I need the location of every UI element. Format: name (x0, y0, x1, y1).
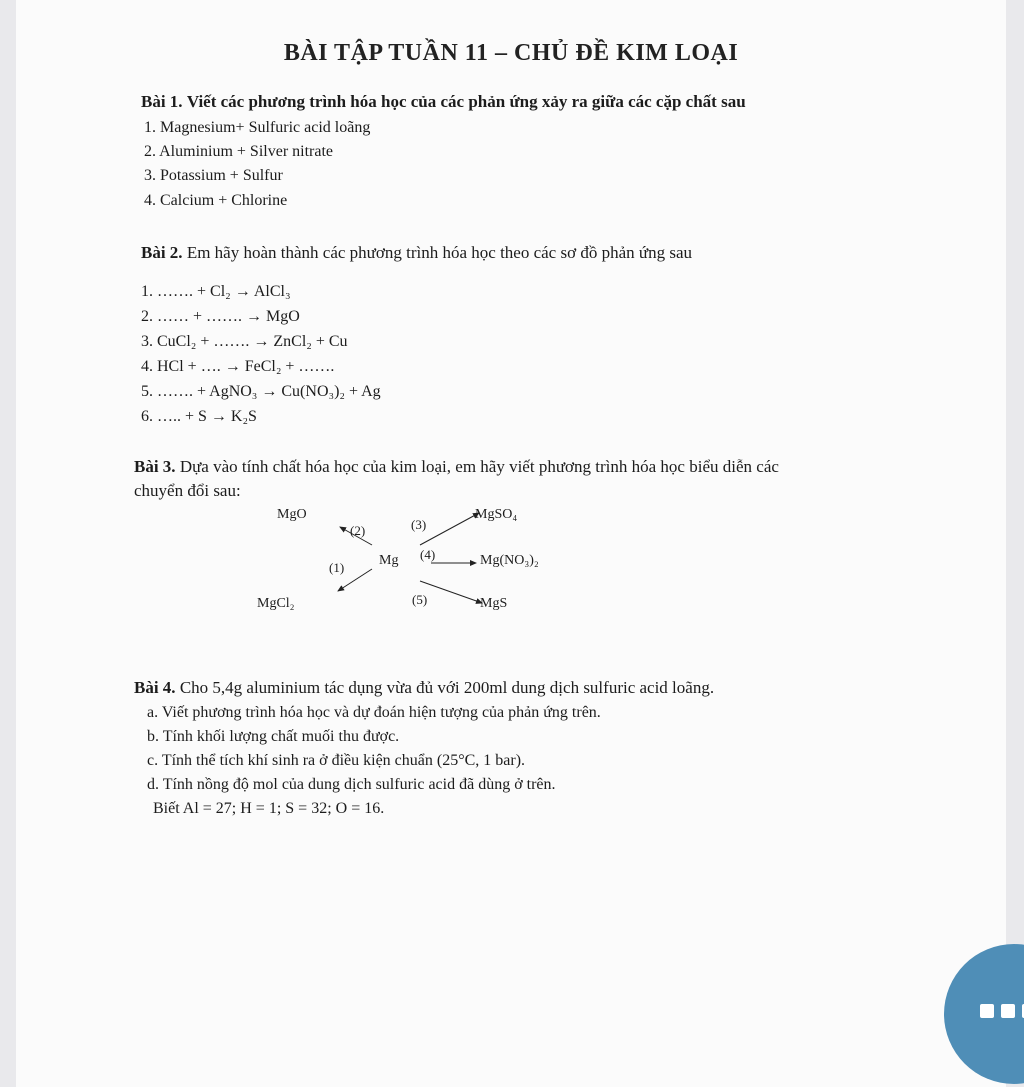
arrow-mg-to-mgs (420, 581, 482, 603)
more-dots-icon (980, 1004, 1024, 1018)
exercise-1-item: 2. Aluminium + Silver nitrate (144, 143, 334, 160)
diagram-step-4: (4) (420, 547, 436, 562)
exercise-3-label: Bài 3. (134, 457, 176, 476)
exercise-4-item: b. Tính khối lượng chất muối thu được. (147, 728, 400, 745)
exercise-2-item: 4. HCl + …. → FeCl₂ + ……. (141, 358, 335, 375)
exercise-2-prompt: Em hãy hoàn thành các phương trình hóa học theo các sơ đồ phản ứng sau (186, 243, 692, 262)
exercise-3-heading (134, 457, 779, 477)
exercise-4-note: Biết Al = 27; H = 1; S = 32; O = 16. (153, 800, 385, 817)
diagram-node-mg: Mg (379, 553, 399, 568)
exercise-4-heading (134, 678, 714, 698)
exercise-3-prompt-cont: chuyển đổi sau: (134, 481, 241, 500)
diagram-step-1: (1) (329, 560, 345, 575)
diagram-node-mgs: MgS (480, 596, 508, 611)
exercise-2-item: 5. ……. + AgNO₃ → Cu(NO₃)₂ + Ag (141, 383, 381, 400)
exercise-2-label: Bài 2. (141, 243, 183, 262)
exercise-2-item: 3. CuCl₂ + ……. → ZnCl₂ + Cu (141, 333, 348, 350)
exercise-4-label: Bài 4. (134, 678, 176, 697)
document-page (16, 0, 1006, 1087)
exercise-2-item: 1. ……. + Cl₂ → AlCl₃ (141, 283, 291, 300)
diagram-step-2: (2) (350, 523, 366, 538)
diagram-node-mgno3: Mg(NO₃)₂ (480, 553, 539, 568)
exercise-2-item: 2. …… + ……. → MgO (141, 308, 300, 325)
exercise-1-heading (141, 92, 746, 112)
arrow-mg-to-mgso4 (420, 513, 479, 545)
diagram-node-mgo: MgO (277, 507, 307, 522)
exercise-4-item: c. Tính thể tích khí sinh ra ở điều kiện chuẩn (25°C, 1 bar). (147, 752, 526, 769)
exercise-4-prompt: Cho 5,4g aluminium tác dụng vừa đủ với 200ml dung dịch sulfuric acid loãng. (179, 678, 715, 697)
page-title: BÀI TẬP TUẦN 11 – CHỦ ĐỀ KIM LOẠI (283, 40, 739, 66)
exercise-1-item: 3. Potassium + Sulfur (144, 167, 283, 184)
diagram-node-mgso4: MgSO₄ (475, 507, 518, 522)
diagram-node-mgcl2: MgCl₂ (257, 596, 295, 611)
exercise-2-item: 6. ….. + S → K₂S (141, 408, 257, 425)
exercise-1-item: 4. Calcium + Chlorine (144, 192, 288, 209)
exercise-1-prompt: Viết các phương trình hóa học của các phản ứng xảy ra giữa các cặp chất sau (186, 92, 746, 111)
exercise-1-item: 1. Magnesium+ Sulfuric acid loãng (144, 119, 371, 136)
exercise-4-item: d. Tính nồng độ mol của dung dịch sulfuric acid đã dùng ở trên. (147, 776, 556, 793)
diagram-step-3: (3) (411, 517, 427, 532)
exercise-2-heading (141, 243, 692, 263)
exercise-1-label: Bài 1. (141, 92, 183, 111)
exercise-4-item: a. Viết phương trình hóa học và dự đoán hiện tượng của phản ứng trên. (147, 704, 601, 721)
exercise-3-prompt: Dựa vào tính chất hóa học của kim loại, em hãy viết phương trình hóa học biểu diễn các (179, 457, 779, 476)
diagram-step-5: (5) (412, 592, 428, 607)
